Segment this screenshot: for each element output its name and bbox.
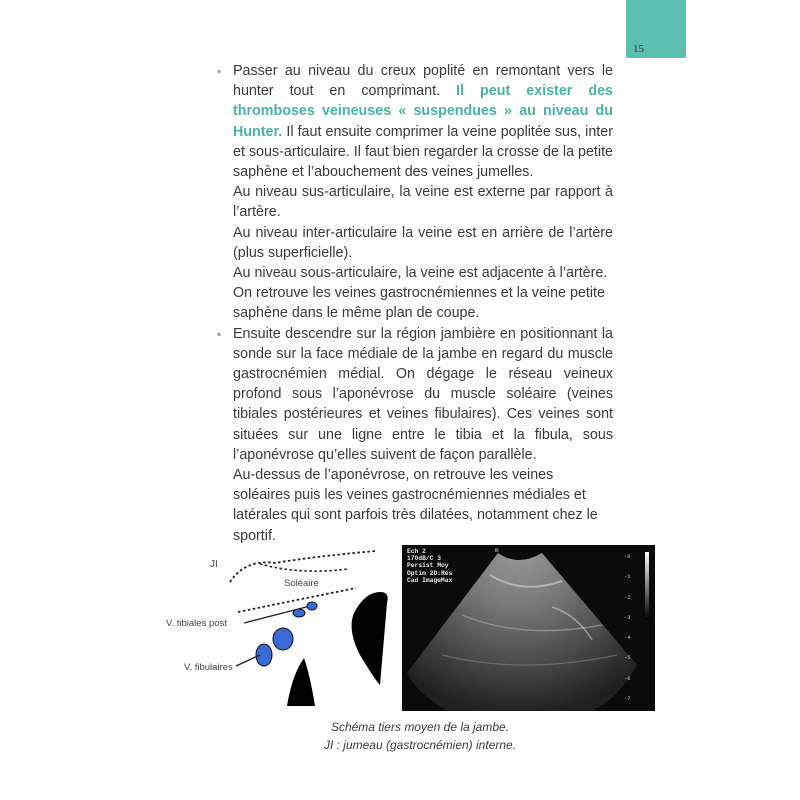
caption-line-2: JI : jumeau (gastrocnémien) interne. — [323, 738, 517, 752]
bullet-item-popliteal — [217, 61, 613, 324]
paragraph-inter-articulaire: Au niveau inter-articulaire la veine est en arrière de l’artère (plus superficielle). — [233, 224, 613, 261]
bullet-item-jambiere — [217, 324, 613, 546]
jumeau-outline-inner — [260, 564, 348, 571]
depth-tick: -7 — [624, 695, 631, 703]
continuation-text: Il faut ensuite comprimer la veine poplitée sus, inter et sous-articulaire. Il faut bien regarder la crosse de la petite saphène et l’abouchement des veines jumelles. — [233, 123, 613, 181]
pointer-fibulaires — [236, 655, 260, 666]
bullet-icon: ▪ — [217, 64, 222, 78]
body-text — [217, 61, 613, 546]
depth-tick: -3 — [624, 613, 631, 621]
vein-tibiale-2 — [293, 609, 305, 617]
depth-tick: -0 — [624, 553, 631, 560]
paragraph — [233, 61, 613, 182]
fibula-shape — [287, 658, 315, 706]
label-soleaire: Soléaire — [284, 578, 319, 589]
label-fibulaires: V. fibulaires — [184, 662, 233, 673]
leg-cross-section-diagram — [160, 545, 400, 715]
setting-line: Persist Moy — [407, 562, 449, 570]
probe-marker: m — [495, 547, 499, 554]
bullet-icon: ▪ — [217, 326, 222, 341]
depth-tick: -5 — [624, 654, 631, 662]
ultrasound-settings — [407, 548, 452, 584]
vein-fibulaire-1 — [273, 628, 293, 650]
tibia-shape — [352, 592, 388, 685]
setting-line: Optim 2D:Rés — [407, 569, 453, 577]
caption-line-1: Schéma tiers moyen de la jambe. — [330, 720, 510, 734]
grey-scale-bar — [645, 552, 649, 620]
page-number: 15 — [633, 43, 644, 55]
paragraph-sus-articulaire: Au niveau sus-articulaire, la veine est externe par rapport à l’artère. — [233, 184, 613, 221]
aponevrose-line — [238, 588, 356, 612]
paragraph-jambiere: Ensuite descendre sur la région jambière en positionnant la sonde sur la face médiale de la jambe en regard du muscle gastrocnémien médial. On dégage le réseau veineux profond sous l’aponévrose du muscle soléaire (veines tibiales postérieures et veines fibulaires). Ces veines sont situées sur une ligne entre le tibia et la fibula, sous l’aponévrose qu’elles suivent de façon parallèle. — [233, 325, 613, 463]
figure-caption — [300, 718, 540, 754]
ultrasound-image — [402, 545, 655, 711]
label-ji: JI — [210, 559, 218, 570]
depth-tick: -6 — [624, 674, 631, 682]
setting-line: Ech 2 — [407, 548, 426, 555]
paragraph-sous-articulaire: Au niveau sous-articulaire, la veine est adjacente à l’artère. On retrouve les veines gastrocnémiennes et la veine petite saphène dans le même plan de coupe. — [233, 265, 608, 322]
vein-tibiale-1 — [307, 602, 317, 610]
setting-line: 170dB/C 3 — [407, 555, 442, 563]
highlight-text: Il peut exister des thromboses veineuses « suspendues » au niveau du Hunter. — [233, 83, 613, 140]
depth-tick: -2 — [624, 593, 631, 601]
depth-tick: -1 — [624, 573, 631, 581]
setting-line: Cad ImageMax — [407, 576, 453, 584]
depth-scale — [624, 553, 631, 711]
depth-tick: -4 — [624, 634, 631, 642]
paragraph-aponevrose: Au-dessus de l’aponévrose, on retrouve les veines soléaires puis les veines gastrocnémiennes médiales et latérales qui sont parfois très dilatées, notamment chez le sportif. — [233, 467, 598, 544]
intro-text: Passer au niveau du creux poplité en remontant vers le hunter tout en comprimant. — [233, 63, 613, 100]
label-tibiales-post: V. tibiales post — [166, 618, 227, 629]
